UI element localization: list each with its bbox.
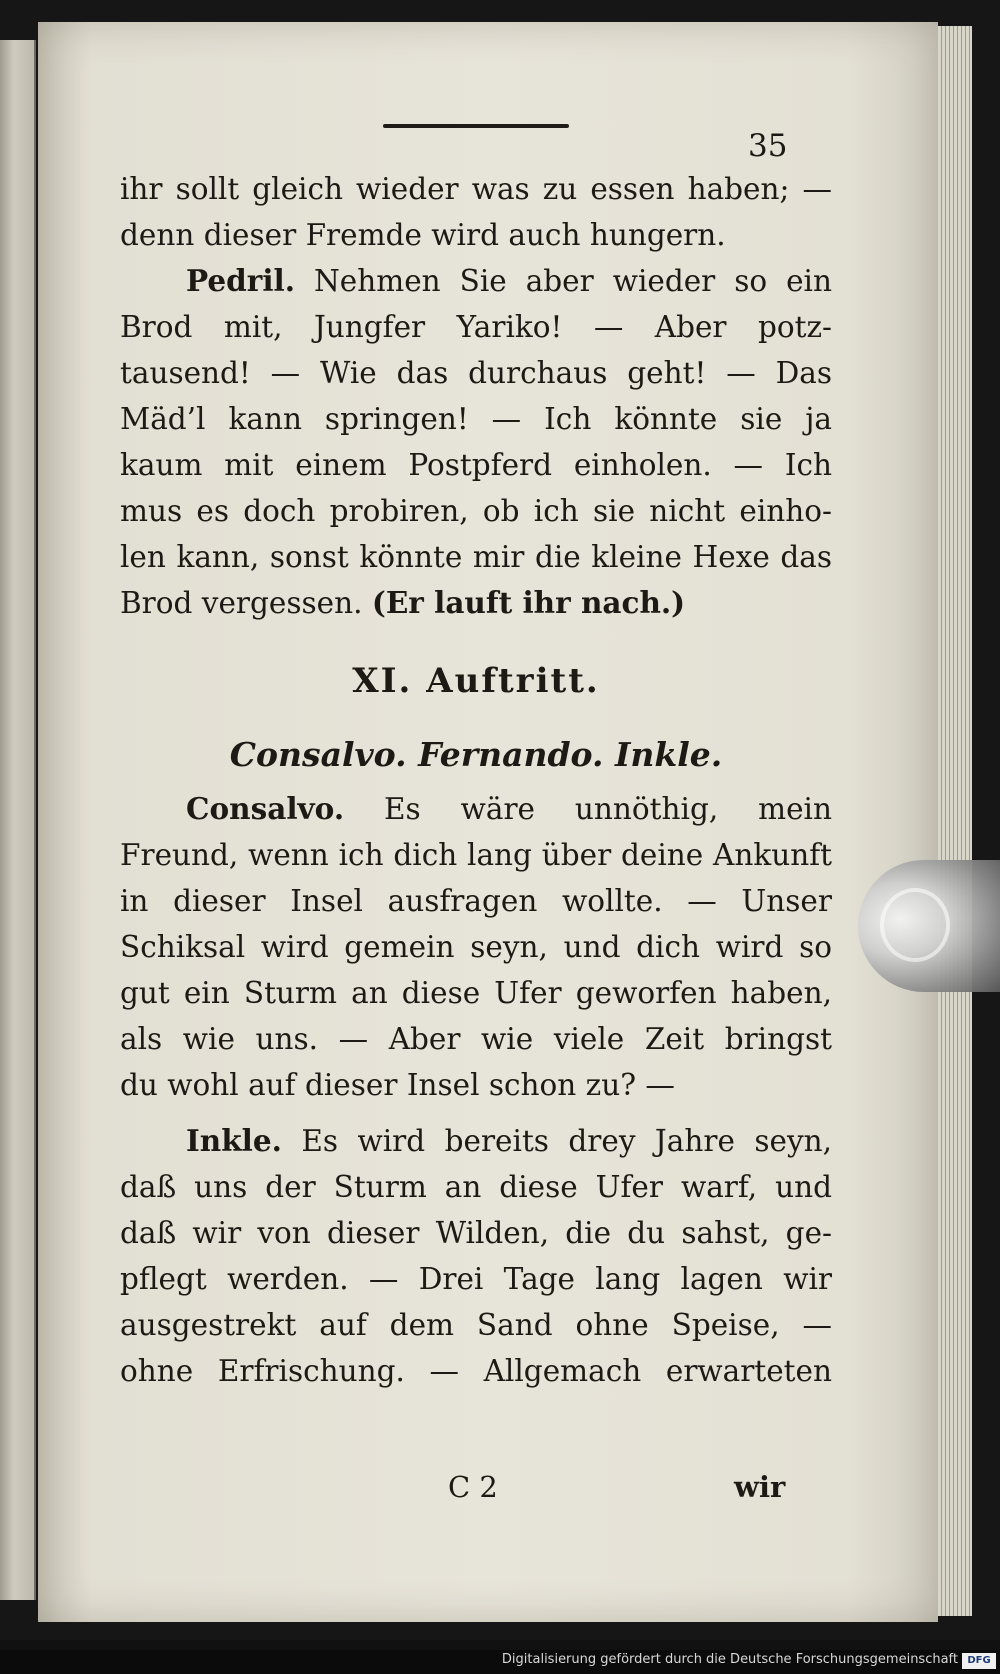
dialogue-inkle	[120, 1118, 832, 1394]
line-text: len kann, sonst könnte mir die kleine Hexe das	[120, 540, 832, 574]
line-text: daß wir von dieser Wilden, die du sahst, ge-	[120, 1216, 832, 1250]
line-text: pflegt werden. — Drei Tage lang lagen wir	[120, 1262, 832, 1296]
line-text: als wie uns. — Aber wie viele Zeit bringst	[120, 1022, 832, 1056]
line-text: kaum mit einem Postpferd einholen. — Ich	[120, 448, 832, 482]
text-line	[120, 304, 832, 350]
page-number: 35	[748, 128, 788, 164]
text-line	[120, 1062, 832, 1108]
text-line	[120, 580, 832, 626]
line-text: Mäd’l kann springen! — Ich könnte sie ja	[120, 402, 832, 436]
line-text: ohne Erfrischung. — Allgemach erwarteten	[120, 1354, 832, 1388]
catchword: wir	[734, 1470, 786, 1504]
facing-page-edge	[0, 40, 36, 1600]
text-line	[120, 1348, 832, 1394]
text-line	[120, 396, 832, 442]
text-line	[120, 924, 832, 970]
text-line	[120, 1118, 832, 1164]
cast-line: Consalvo. Fernando. Inkle.	[229, 735, 723, 774]
text-line	[120, 258, 832, 304]
speaker-name: Pedril.	[186, 263, 296, 298]
line-text: gut ein Sturm an diese Ufer geworfen haben,	[120, 976, 832, 1010]
header-rule	[383, 124, 569, 128]
text-line	[120, 212, 832, 258]
text-line	[120, 1210, 832, 1256]
line-text: Schiksal wird gemein seyn, und dich wird so	[120, 930, 832, 964]
line-text: Nehmen Sie aber wieder so ein	[295, 264, 832, 298]
text-line	[120, 488, 832, 534]
line-text: Es wäre unnöthig, mein	[344, 792, 832, 826]
text-line	[120, 442, 832, 488]
text-line	[120, 166, 832, 212]
scene-heading: XI. Auftritt.	[352, 661, 600, 701]
speaker-name: Inkle.	[186, 1123, 282, 1158]
digitization-credit: Digitalisierung gefördert durch die Deutsche Forschungsgemeinschaft	[501, 1652, 958, 1667]
speaker-name: Consalvo.	[186, 791, 345, 826]
text-line	[120, 1256, 832, 1302]
text-line	[120, 1016, 832, 1062]
line-text: Freund, wenn ich dich lang über deine Ankunft	[120, 838, 832, 872]
dialogue-before-heading	[120, 166, 832, 626]
text-line	[120, 786, 832, 832]
dfg-logo-icon: DFG	[962, 1653, 996, 1669]
line-text: du wohl auf dieser Insel schon zu? —	[120, 1068, 675, 1102]
text-line	[120, 350, 832, 396]
line-text: daß uns der Sturm an diese Ufer warf, und	[120, 1170, 832, 1204]
line-text: Brod vergessen.	[120, 586, 372, 620]
line-text: mus es doch probiren, ob ich sie nicht einho-	[120, 494, 832, 528]
text-line	[120, 832, 832, 878]
text-line	[120, 970, 832, 1016]
dialogue-consalvo	[120, 786, 832, 1108]
signature-mark: C 2	[448, 1470, 498, 1504]
line-text: Brod mit, Jungfer Yariko! — Aber potz-	[120, 310, 832, 344]
line-text: denn dieser Fremde wird auch hungern.	[120, 218, 726, 252]
page-stack-edge	[938, 26, 972, 1616]
text-line	[120, 878, 832, 924]
line-text: in dieser Insel ausfragen wollte. — Unser	[120, 884, 832, 918]
text-line	[120, 1302, 832, 1348]
stage-direction: (Er lauft ihr nach.)	[371, 585, 686, 620]
text-line	[120, 534, 832, 580]
line-text: ausgestrekt auf dem Sand ohne Speise, —	[120, 1308, 832, 1342]
page-clip-hole	[880, 888, 950, 962]
line-text: ihr sollt gleich wieder was zu essen haben; —	[120, 172, 832, 206]
text-line	[120, 1164, 832, 1210]
page-text	[120, 166, 832, 1394]
line-text: tausend! — Wie das durchaus geht! — Das	[120, 356, 832, 390]
line-text: Es wird bereits drey Jahre seyn,	[281, 1124, 832, 1158]
